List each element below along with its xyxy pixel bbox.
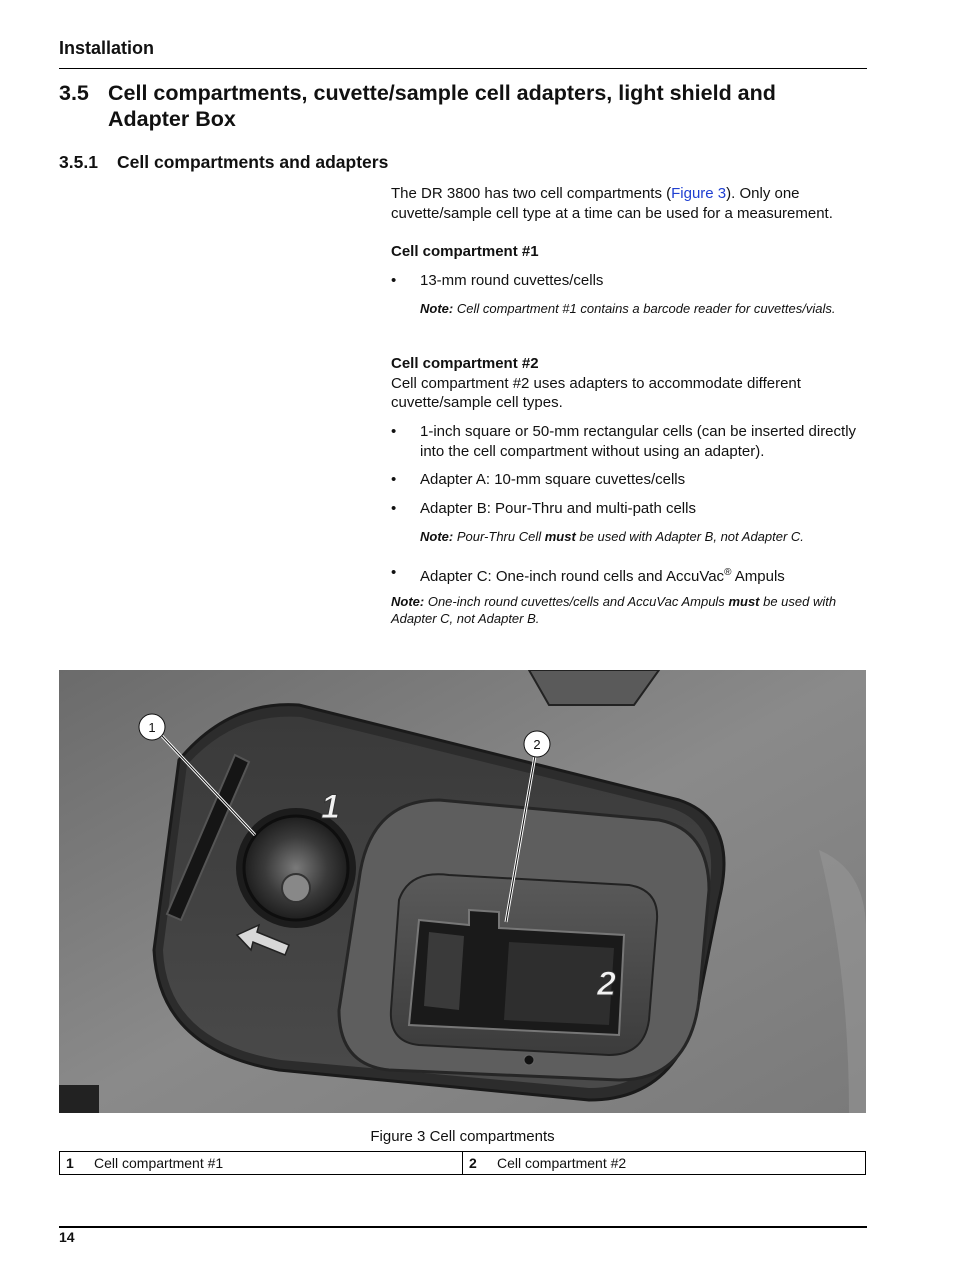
header-rule bbox=[59, 68, 867, 69]
list-item: • Adapter A: 10-mm square cuvettes/cells bbox=[391, 471, 686, 488]
adapter-c-note: Note: One-inch round cuvettes/cells and AccuVac Ampuls must be used with Adapter C, not Adapter B. bbox=[391, 594, 837, 626]
slot-wall-left bbox=[424, 932, 464, 1010]
section-heading bbox=[59, 80, 849, 132]
figure-caption: Figure 3 Cell compartments bbox=[370, 1128, 555, 1145]
callout2-label: 2 bbox=[533, 737, 541, 752]
running-header: Installation bbox=[59, 38, 155, 58]
section-number: 3.5 bbox=[59, 81, 89, 105]
legend-cell-2: 2 Cell compartment #2 bbox=[463, 1152, 866, 1175]
compartment1-opening bbox=[244, 816, 348, 920]
intro-text-end: ). Only one cuvette/sample cell type at a time can be used for a measurement. bbox=[391, 185, 833, 222]
adapter-b-note: Note: Pour-Thru Cell must be used with Adapter B, not Adapter C. bbox=[420, 529, 804, 544]
list-item: • 13-mm round cuvettes/cells bbox=[391, 272, 604, 289]
figure-legend-table bbox=[59, 1151, 866, 1175]
compartment1-note: Note: Cell compartment #1 contains a barcode reader for cuvettes/vials. bbox=[420, 301, 836, 316]
legend-cell-1: 1 Cell compartment #1 bbox=[60, 1152, 463, 1175]
page-number: 14 bbox=[59, 1229, 75, 1245]
subsection-number: 3.5.1 bbox=[59, 152, 98, 172]
cell-compartments-figure bbox=[59, 670, 866, 1113]
compartment2-description: Cell compartment #2 uses adapters to accommodate different cuvette/sample cell types. bbox=[391, 374, 801, 411]
list-item: • Adapter B: Pour-Thru and multi-path cells bbox=[391, 500, 696, 517]
compartment2-bullet-2 bbox=[391, 470, 867, 490]
table-row bbox=[60, 1152, 866, 1175]
drain-hole bbox=[524, 1055, 534, 1065]
compartment1-mark: 1 bbox=[321, 788, 340, 826]
callout1-label: 1 bbox=[148, 720, 156, 735]
compartment1-heading bbox=[391, 242, 867, 262]
cell-compartments-illustration bbox=[59, 670, 866, 1113]
list-item: • Adapter C: One-inch round cells and AccuVac® Ampuls bbox=[391, 564, 785, 585]
subsection-title: Cell compartments and adapters bbox=[117, 152, 389, 172]
intro-text-start: The DR 3800 has two cell compartments ( bbox=[391, 185, 672, 202]
compartment2-bullet-1 bbox=[391, 422, 867, 461]
list-item: • 1-inch square or 50-mm rectangular cells (can be inserted directly into the cell compartment without using an adapter). bbox=[391, 423, 857, 460]
compartment2-block bbox=[391, 354, 867, 413]
compartment1-heading-text: Cell compartment #1 bbox=[391, 243, 539, 260]
compartment1-bottom bbox=[282, 874, 310, 902]
footer-rule bbox=[59, 1226, 867, 1228]
figure-3-link[interactable]: Figure 3 bbox=[671, 185, 727, 202]
compartment2-bullet-3 bbox=[391, 499, 867, 519]
compartment2-heading: Cell compartment #2 bbox=[391, 355, 539, 372]
bottom-edge-left bbox=[59, 1085, 99, 1113]
subsection-heading bbox=[59, 152, 388, 173]
section-title: Cell compartments, cuvette/sample cell adapters, light shield and Adapter Box bbox=[108, 81, 776, 131]
intro-paragraph bbox=[391, 184, 867, 223]
compartment2-mark: 2 bbox=[597, 965, 616, 1003]
compartment2-bullet-4 bbox=[391, 563, 867, 587]
compartment1-bullet-list bbox=[391, 271, 867, 291]
